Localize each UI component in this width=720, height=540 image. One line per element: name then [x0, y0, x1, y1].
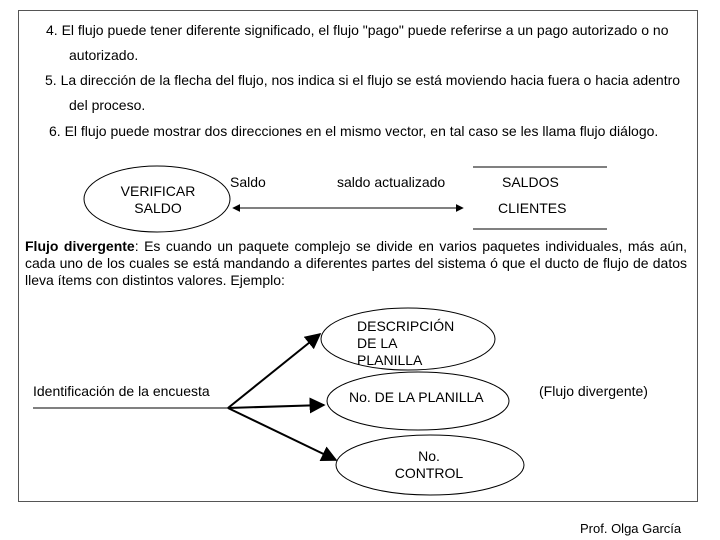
target-descripcion-line1: DESCRIPCIÓN: [357, 318, 455, 334]
footer-author: Prof. Olga García: [580, 521, 682, 536]
process-label-line1: VERIFICAR: [120, 183, 196, 199]
process-label-line2: SALDO: [134, 200, 182, 216]
divergent-caption: (Flujo divergente): [539, 383, 648, 399]
list-item-5-line2: del proceso.: [69, 97, 146, 113]
target-control-line1: No.: [418, 448, 440, 464]
target-descripcion-label: [357, 318, 454, 369]
target-planilla-label: No. DE LA PLANILLA: [349, 389, 484, 405]
target-control-label: [382, 448, 476, 482]
target-descripcion-line3: PLANILLA: [357, 352, 423, 368]
target-descripcion-line2: DE LA: [357, 335, 398, 351]
divergent-flow-paragraph: [25, 238, 687, 289]
data-store-label-line1: SALDOS: [502, 174, 559, 190]
source-label: Identificación de la encuesta: [33, 383, 210, 399]
list-item-4-line2: autorizado.: [69, 47, 139, 63]
data-store-label-line2: CLIENTES: [498, 200, 567, 216]
divergent-arrow-upper: [228, 334, 320, 408]
divergent-arrow-middle: [228, 405, 324, 408]
list-item-5-line1: 5. La dirección de la flecha del flujo, nos indica si el flujo se está moviendo hacia fuera o hacia adentro: [45, 72, 681, 88]
target-control-line2: CONTROL: [394, 465, 464, 481]
list-item-4-line1: 4. El flujo puede tener diferente significado, el flujo "pago" puede referirse a un pago autorizado o no: [46, 22, 669, 38]
flow-label-saldo-actualizado: saldo actualizado: [337, 174, 446, 190]
divergent-arrow-lower: [228, 408, 336, 460]
divergent-flow-term: Flujo divergente: [25, 238, 135, 254]
flow-label-saldo: Saldo: [230, 174, 266, 190]
process-label: [100, 183, 216, 217]
divergent-flow-definition: : Es cuando un paquete complejo se divide en varios paquetes individuales, más aún, cada uno de los cuales se está mandando a diferentes partes del sistema ó que el ducto de flujo de datos lleva ítems con distintos valores. Ejemplo:: [25, 238, 687, 288]
list-item-6: 6. El flujo puede mostrar dos direcciones en el mismo vector, en tal caso se les llama flujo diálogo.: [49, 123, 659, 139]
